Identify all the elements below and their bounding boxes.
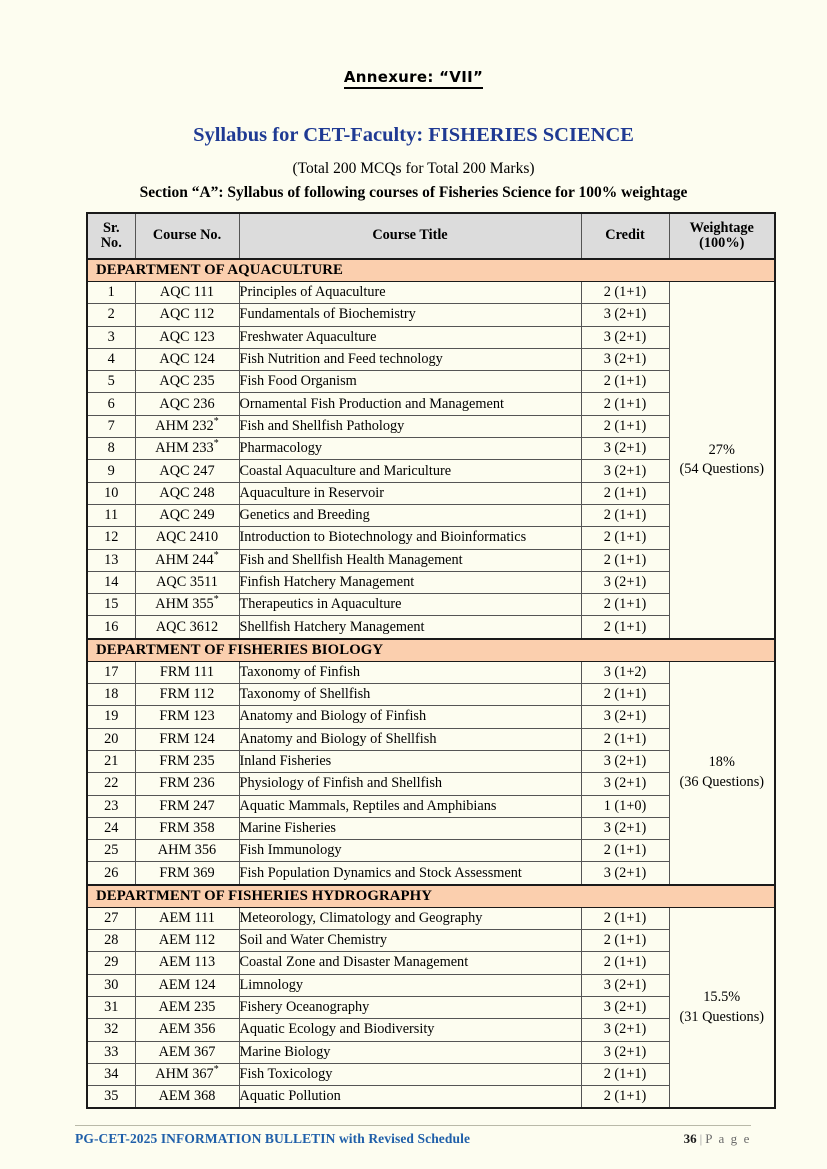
footer-bulletin-label: PG-CET-2025 INFORMATION BULLETIN with Revised Schedule: [75, 1131, 471, 1146]
cell-sr-no: 20: [87, 728, 135, 750]
cell-course-no: [135, 930, 239, 952]
cell-credit: 3 (2+1): [581, 326, 669, 348]
cell-course-title: Limnology: [239, 974, 581, 996]
column-header-course-no: Course No.: [135, 213, 239, 259]
cell-course-no: [135, 706, 239, 728]
cell-course-no: [135, 862, 239, 885]
cell-credit: 2 (1+1): [581, 415, 669, 437]
cell-credit: 1 (1+0): [581, 795, 669, 817]
weightage-percent: 18%: [708, 754, 735, 771]
table-header-row: [87, 213, 775, 259]
cell-sr-no: 1: [87, 282, 135, 304]
course-code-text: AEM 356: [158, 1021, 216, 1038]
footer-separator: |: [699, 1131, 703, 1146]
cell-credit: 2 (1+1): [581, 527, 669, 549]
page-footer: [75, 1131, 751, 1147]
department-name: DEPARTMENT OF AQUACULTURE: [87, 259, 775, 282]
course-code-text: AEM 113: [158, 954, 216, 971]
footer-divider: [75, 1125, 751, 1126]
cell-sr-no: 11: [87, 504, 135, 526]
cell-credit: 2 (1+1): [581, 930, 669, 952]
cell-credit: 2 (1+1): [581, 840, 669, 862]
cell-course-no: [135, 1019, 239, 1041]
cell-weightage: [669, 661, 775, 884]
cell-sr-no: 16: [87, 616, 135, 639]
cell-course-title: Fish and Shellfish Health Management: [239, 549, 581, 571]
syllabus-table: [86, 212, 776, 1109]
department-banner-row: [87, 885, 775, 908]
cell-course-title: Aquatic Mammals, Reptiles and Amphibians: [239, 795, 581, 817]
cell-course-title: Fish Population Dynamics and Stock Assessment: [239, 862, 581, 885]
asterisk-marker: *: [213, 1064, 219, 1076]
annexure-heading-text: Annexure: “VII”: [344, 68, 483, 89]
cell-credit: 2 (1+1): [581, 549, 669, 571]
cell-credit: 2 (1+1): [581, 728, 669, 750]
cell-course-no: [135, 527, 239, 549]
cell-sr-no: 3: [87, 326, 135, 348]
cell-sr-no: 29: [87, 952, 135, 974]
cell-credit: 3 (2+1): [581, 706, 669, 728]
cell-sr-no: 26: [87, 862, 135, 885]
course-code-text: AQC 3612: [155, 618, 219, 635]
cell-credit: 3 (2+1): [581, 974, 669, 996]
cell-sr-no: 27: [87, 907, 135, 929]
cell-course-title: Meteorology, Climatology and Geography: [239, 907, 581, 929]
cell-course-no: [135, 282, 239, 304]
course-code-text: AEM 124: [158, 976, 216, 993]
page-title: Syllabus for CET-Faculty: FISHERIES SCIENCE: [193, 124, 634, 146]
cell-course-title: Taxonomy of Finfish: [239, 661, 581, 683]
cell-course-no: [135, 1086, 239, 1109]
column-header-sr-line1: Sr.: [102, 219, 120, 236]
annexure-heading: [0, 68, 827, 86]
cell-course-no: [135, 415, 239, 437]
course-code-text: AHM 244: [155, 551, 214, 568]
course-code-text: FRM 235: [159, 753, 215, 770]
cell-weightage: [669, 282, 775, 639]
cell-course-no: [135, 571, 239, 593]
cell-course-title: Soil and Water Chemistry: [239, 930, 581, 952]
asterisk-marker: *: [213, 416, 219, 428]
cell-credit: 2 (1+1): [581, 907, 669, 929]
course-code-text: FRM 112: [159, 686, 215, 703]
cell-course-title: Coastal Aquaculture and Mariculture: [239, 460, 581, 482]
course-code-text: AQC 123: [159, 328, 215, 345]
section-a-heading: Section “A”: Syllabus of following courses of Fisheries Science for 100% weightage: [139, 184, 688, 201]
cell-course-no: [135, 549, 239, 571]
cell-credit: 3 (2+1): [581, 304, 669, 326]
cell-sr-no: 7: [87, 415, 135, 437]
cell-sr-no: 32: [87, 1019, 135, 1041]
cell-credit: 2 (1+1): [581, 1086, 669, 1109]
cell-course-no: [135, 304, 239, 326]
table-header: [87, 213, 775, 259]
cell-course-no: [135, 482, 239, 504]
cell-sr-no: 31: [87, 996, 135, 1018]
footer-page-number: 36: [683, 1131, 697, 1146]
cell-course-title: Coastal Zone and Disaster Management: [239, 952, 581, 974]
cell-course-no: [135, 504, 239, 526]
column-header-sr-line2: No.: [100, 235, 122, 251]
course-code-text: AHM 232: [155, 417, 214, 434]
course-code-text: FRM 124: [159, 730, 215, 747]
cell-course-title: Fish Food Organism: [239, 371, 581, 393]
cell-course-no: [135, 907, 239, 929]
cell-course-no: [135, 952, 239, 974]
cell-sr-no: 14: [87, 571, 135, 593]
cell-sr-no: 6: [87, 393, 135, 415]
cell-credit: 3 (2+1): [581, 773, 669, 795]
course-code-text: AEM 367: [158, 1043, 216, 1060]
weightage-percent: 27%: [708, 441, 735, 458]
cell-credit: 3 (2+1): [581, 862, 669, 885]
table-row: [87, 907, 775, 929]
asterisk-marker: *: [213, 549, 219, 561]
cell-course-no: [135, 1041, 239, 1063]
cell-credit: 2 (1+1): [581, 684, 669, 706]
cell-course-title: Therapeutics in Aquaculture: [239, 594, 581, 616]
cell-course-title: Fish Nutrition and Feed technology: [239, 348, 581, 370]
cell-sr-no: 8: [87, 438, 135, 460]
course-code-text: AEM 112: [158, 932, 216, 949]
cell-course-no: [135, 371, 239, 393]
cell-course-title: Genetics and Breeding: [239, 504, 581, 526]
cell-credit: 2 (1+1): [581, 952, 669, 974]
cell-credit: 3 (2+1): [581, 460, 669, 482]
cell-course-title: Aquatic Ecology and Biodiversity: [239, 1019, 581, 1041]
cell-course-title: Finfish Hatchery Management: [239, 571, 581, 593]
cell-sr-no: 5: [87, 371, 135, 393]
cell-sr-no: 34: [87, 1063, 135, 1085]
cell-credit: 2 (1+1): [581, 482, 669, 504]
course-code-text: AQC 235: [159, 373, 215, 390]
course-code-text: AQC 112: [159, 306, 215, 323]
column-header-weightage: [669, 213, 775, 259]
cell-course-no: [135, 728, 239, 750]
cell-weightage: [669, 907, 775, 1108]
asterisk-marker: *: [213, 594, 219, 606]
cell-credit: 3 (2+1): [581, 750, 669, 772]
column-header-credit: Credit: [581, 213, 669, 259]
course-code-text: AHM 233: [155, 440, 214, 457]
course-code-text: AEM 111: [159, 909, 215, 926]
department-name: DEPARTMENT OF FISHERIES HYDROGRAPHY: [87, 885, 775, 908]
cell-course-no: [135, 795, 239, 817]
course-code-text: AQC 249: [159, 507, 215, 524]
cell-course-title: Marine Biology: [239, 1041, 581, 1063]
cell-sr-no: 10: [87, 482, 135, 504]
weightage-percent: 15.5%: [703, 989, 741, 1006]
cell-sr-no: 24: [87, 817, 135, 839]
course-code-text: FRM 236: [159, 775, 215, 792]
subtitle-total-mcqs: (Total 200 MCQs for Total 200 Marks): [292, 160, 535, 177]
cell-course-no: [135, 326, 239, 348]
cell-course-title: Ornamental Fish Production and Management: [239, 393, 581, 415]
course-code-text: FRM 358: [159, 819, 215, 836]
course-code-text: AQC 247: [159, 462, 215, 479]
cell-sr-no: 15: [87, 594, 135, 616]
department-banner-row: [87, 259, 775, 282]
course-code-text: AEM 235: [158, 999, 216, 1016]
cell-sr-no: 23: [87, 795, 135, 817]
cell-sr-no: 12: [87, 527, 135, 549]
cell-course-title: Fish Toxicology: [239, 1063, 581, 1085]
cell-course-no: [135, 393, 239, 415]
course-code-text: AHM 356: [157, 842, 217, 859]
cell-course-no: [135, 974, 239, 996]
cell-sr-no: 9: [87, 460, 135, 482]
cell-credit: 3 (2+1): [581, 438, 669, 460]
cell-sr-no: 35: [87, 1086, 135, 1109]
course-code-text: AEM 368: [158, 1088, 216, 1105]
course-code-text: AQC 124: [159, 351, 215, 368]
cell-course-title: Aquatic Pollution: [239, 1086, 581, 1109]
cell-credit: 2 (1+1): [581, 616, 669, 639]
cell-credit: 3 (2+1): [581, 1041, 669, 1063]
cell-course-no: [135, 773, 239, 795]
cell-credit: 2 (1+1): [581, 1063, 669, 1085]
cell-course-title: Shellfish Hatchery Management: [239, 616, 581, 639]
course-code-text: FRM 247: [159, 797, 215, 814]
cell-credit: 3 (1+2): [581, 661, 669, 683]
cell-sr-no: 2: [87, 304, 135, 326]
cell-credit: 2 (1+1): [581, 504, 669, 526]
cell-course-title: Fish and Shellfish Pathology: [239, 415, 581, 437]
cell-course-title: Taxonomy of Shellfish: [239, 684, 581, 706]
cell-course-no: [135, 616, 239, 639]
course-code-text: AHM 355: [155, 596, 214, 613]
cell-course-title: Aquaculture in Reservoir: [239, 482, 581, 504]
cell-course-no: [135, 438, 239, 460]
cell-course-title: Anatomy and Biology of Shellfish: [239, 728, 581, 750]
course-code-text: AQC 248: [159, 484, 215, 501]
footer-page-indicator: [684, 1131, 751, 1147]
column-header-sr-no: [87, 213, 135, 259]
cell-sr-no: 4: [87, 348, 135, 370]
department-banner-row: [87, 639, 775, 662]
column-header-course-title: Course Title: [239, 213, 581, 259]
cell-credit: 3 (2+1): [581, 348, 669, 370]
course-code-text: AQC 2410: [155, 529, 219, 546]
cell-credit: 2 (1+1): [581, 371, 669, 393]
cell-course-no: [135, 594, 239, 616]
cell-sr-no: 19: [87, 706, 135, 728]
cell-course-no: [135, 996, 239, 1018]
cell-course-title: Fundamentals of Biochemistry: [239, 304, 581, 326]
course-code-text: AHM 367: [155, 1065, 214, 1082]
cell-sr-no: 25: [87, 840, 135, 862]
cell-course-title: Fish Immunology: [239, 840, 581, 862]
weightage-questions: (31 Questions): [679, 1008, 765, 1025]
cell-course-title: Inland Fisheries: [239, 750, 581, 772]
cell-course-no: [135, 817, 239, 839]
cell-course-title: Introduction to Biotechnology and Bioinformatics: [239, 527, 581, 549]
cell-credit: 2 (1+1): [581, 594, 669, 616]
weightage-questions: (36 Questions): [679, 773, 765, 790]
cell-course-title: Marine Fisheries: [239, 817, 581, 839]
table-row: [87, 282, 775, 304]
cell-course-no: [135, 460, 239, 482]
table-row: [87, 661, 775, 683]
cell-sr-no: 13: [87, 549, 135, 571]
cell-credit: 3 (2+1): [581, 1019, 669, 1041]
syllabus-table-container: [86, 212, 776, 1109]
cell-sr-no: 18: [87, 684, 135, 706]
cell-course-no: [135, 840, 239, 862]
cell-course-no: [135, 1063, 239, 1085]
cell-course-title: Fishery Oceanography: [239, 996, 581, 1018]
cell-sr-no: 30: [87, 974, 135, 996]
course-code-text: FRM 123: [159, 708, 215, 725]
course-code-text: AQC 3511: [156, 574, 218, 590]
cell-course-title: Pharmacology: [239, 438, 581, 460]
department-name: DEPARTMENT OF FISHERIES BIOLOGY: [87, 639, 775, 662]
weightage-questions: (54 Questions): [679, 460, 765, 477]
cell-credit: 3 (2+1): [581, 817, 669, 839]
cell-credit: 3 (2+1): [581, 571, 669, 593]
cell-credit: 3 (2+1): [581, 996, 669, 1018]
cell-sr-no: 22: [87, 773, 135, 795]
course-code-text: FRM 369: [159, 864, 215, 881]
course-code-text: AQC 236: [159, 395, 215, 412]
asterisk-marker: *: [213, 438, 219, 450]
cell-course-title: Physiology of Finfish and Shellfish: [239, 773, 581, 795]
cell-course-title: Principles of Aquaculture: [239, 282, 581, 304]
cell-course-no: [135, 684, 239, 706]
column-header-weightage-line2: (100%): [699, 235, 745, 251]
course-code-text: FRM 111: [159, 663, 215, 680]
footer-page-word: P a g e: [705, 1131, 751, 1146]
table-body: [87, 259, 775, 1108]
cell-credit: 2 (1+1): [581, 393, 669, 415]
cell-course-no: [135, 661, 239, 683]
cell-sr-no: 17: [87, 661, 135, 683]
cell-course-title: Anatomy and Biology of Finfish: [239, 706, 581, 728]
cell-course-no: [135, 348, 239, 370]
cell-sr-no: 28: [87, 930, 135, 952]
cell-sr-no: 21: [87, 750, 135, 772]
cell-sr-no: 33: [87, 1041, 135, 1063]
cell-credit: 2 (1+1): [581, 282, 669, 304]
cell-course-title: Freshwater Aquaculture: [239, 326, 581, 348]
column-header-weightage-line1: Weightage: [689, 219, 754, 236]
course-code-text: AQC 111: [159, 284, 215, 301]
cell-course-no: [135, 750, 239, 772]
